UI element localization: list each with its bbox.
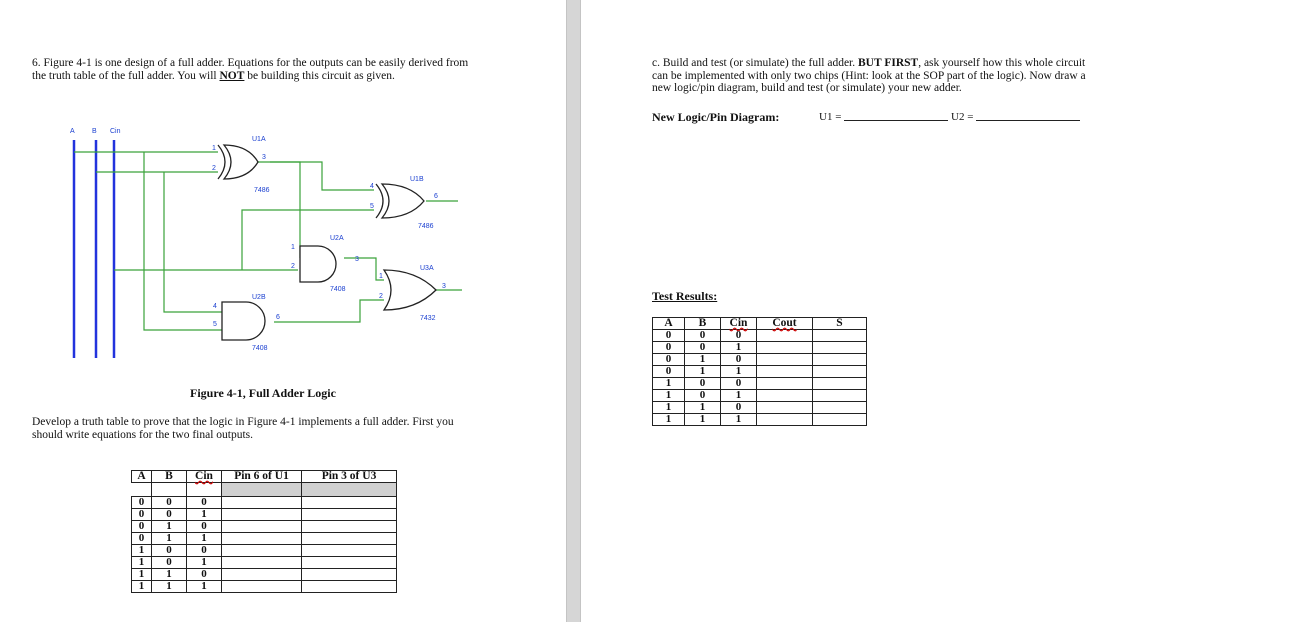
test-table-cell: 0 <box>721 402 757 414</box>
pin-label: 2 <box>379 293 383 300</box>
input-bus <box>74 140 114 358</box>
gate-part-u2b: 7408 <box>252 345 268 352</box>
truth-table-entry-cell[interactable] <box>222 497 302 509</box>
test-table-cell: 1 <box>721 342 757 354</box>
pin-label: 2 <box>212 165 216 172</box>
truth-table <box>131 470 397 593</box>
truth-table-cell: 1 <box>132 557 152 569</box>
test-table-cell: 0 <box>721 330 757 342</box>
test-table-row <box>653 354 867 366</box>
truth-table-header: A <box>132 471 152 483</box>
pin-label: 4 <box>370 183 374 190</box>
truth-table-header: B <box>152 471 187 483</box>
test-table-entry-cell[interactable] <box>757 390 813 402</box>
gate-part-u2a: 7408 <box>330 286 346 293</box>
truth-table-entry-cell[interactable] <box>222 521 302 533</box>
shaded-cell <box>222 483 302 497</box>
test-table-entry-cell[interactable] <box>757 330 813 342</box>
part-c-text: c. Build and test (or simulate) the full adder. BUT FIRST, ask yourself how this whole circuit can be implemented with only two chips (Hint: look at the SOP part of the logic). Now draw a new logic/pin diagram, build and test (or simulate) your new adder. <box>652 57 1086 94</box>
pin-label: 6 <box>276 314 280 321</box>
truth-table-entry-cell[interactable] <box>222 569 302 581</box>
truth-table-entry-cell[interactable] <box>302 533 397 545</box>
test-table-cell: 1 <box>653 378 685 390</box>
test-table-entry-cell[interactable] <box>813 378 867 390</box>
new-diagram-label: New Logic/Pin Diagram: <box>652 110 780 124</box>
test-table-entry-cell[interactable] <box>813 390 867 402</box>
pin-label: 3 <box>355 256 359 263</box>
truth-table-entry-cell[interactable] <box>302 569 397 581</box>
test-table-cell: 1 <box>685 414 721 426</box>
test-table-entry-cell[interactable] <box>757 354 813 366</box>
pin-label: 4 <box>213 303 217 310</box>
truth-table-header: Cin <box>187 471 222 483</box>
truth-table-cell: 1 <box>132 545 152 557</box>
page-gutter <box>566 0 581 622</box>
gate-part-u3a: 7432 <box>420 315 436 322</box>
test-table-entry-cell[interactable] <box>757 366 813 378</box>
test-table-row <box>653 414 867 426</box>
test-table-cell: 0 <box>685 330 721 342</box>
truth-table-entry-cell[interactable] <box>222 557 302 569</box>
gate-name-u3a: U3A <box>420 265 434 272</box>
truth-table-row <box>132 521 397 533</box>
figure-caption: Figure 4-1, Full Adder Logic <box>190 386 336 400</box>
gate-name-u1b: U1B <box>410 176 424 183</box>
right-page <box>581 0 1303 622</box>
test-table-entry-cell[interactable] <box>757 342 813 354</box>
pin-label: 6 <box>434 193 438 200</box>
truth-table-entry-cell[interactable] <box>222 533 302 545</box>
input-label-a: A <box>70 128 75 135</box>
truth-table-cell: 1 <box>132 569 152 581</box>
test-table-entry-cell[interactable] <box>757 402 813 414</box>
truth-table-cell: 1 <box>187 533 222 545</box>
test-table-cell: 1 <box>653 390 685 402</box>
test-table-entry-cell[interactable] <box>813 330 867 342</box>
truth-table-entry-cell[interactable] <box>302 581 397 593</box>
truth-table-row <box>132 497 397 509</box>
truth-table-row <box>132 557 397 569</box>
truth-table-row <box>132 509 397 521</box>
test-table-row <box>653 402 867 414</box>
input-label-cin: Cin <box>110 128 121 135</box>
test-table-entry-cell[interactable] <box>813 366 867 378</box>
pin-label: 1 <box>291 244 295 251</box>
test-table-entry-cell[interactable] <box>757 414 813 426</box>
test-table-entry-cell[interactable] <box>813 342 867 354</box>
test-table-entry-cell[interactable] <box>813 402 867 414</box>
pin-label: 2 <box>291 263 295 270</box>
pin-label: 1 <box>212 145 216 152</box>
test-table-cell: 0 <box>721 354 757 366</box>
truth-table-cell: 1 <box>187 509 222 521</box>
truth-table-entry-cell[interactable] <box>222 509 302 521</box>
test-table-row <box>653 366 867 378</box>
and-gate-u2a <box>300 246 336 282</box>
truth-table-cell: 1 <box>152 533 187 545</box>
truth-table-cell: 0 <box>187 569 222 581</box>
gate-part-u1a: 7486 <box>254 187 270 194</box>
truth-table-entry-cell[interactable] <box>302 509 397 521</box>
truth-table-entry-cell[interactable] <box>302 497 397 509</box>
shaded-cell <box>302 483 397 497</box>
test-table-cell: 0 <box>685 378 721 390</box>
test-table-cell: 1 <box>685 366 721 378</box>
gate-name-u1a: U1A <box>252 136 266 143</box>
pin-label: 3 <box>262 154 266 161</box>
and-gate-u2b <box>222 302 265 340</box>
truth-table-cell: 0 <box>152 509 187 521</box>
test-table-row <box>653 342 867 354</box>
truth-table-row <box>132 533 397 545</box>
truth-table-cell: 0 <box>152 497 187 509</box>
test-table-row <box>653 330 867 342</box>
test-table-header: Cout <box>757 318 813 330</box>
test-table-header: A <box>653 318 685 330</box>
truth-table-cell: 1 <box>152 521 187 533</box>
test-table-cell: 1 <box>721 390 757 402</box>
test-table-cell: 0 <box>653 354 685 366</box>
truth-table-row <box>132 545 397 557</box>
truth-table-entry-cell[interactable] <box>222 545 302 557</box>
truth-table-row <box>132 581 397 593</box>
truth-table-cell: 1 <box>152 569 187 581</box>
test-results-table <box>652 317 867 426</box>
test-table-cell: 1 <box>685 354 721 366</box>
truth-table-entry-cell[interactable] <box>302 521 397 533</box>
truth-table-cell: 1 <box>187 557 222 569</box>
u1-field[interactable]: U1 = <box>819 111 948 123</box>
xor-gate-u1b <box>382 184 424 218</box>
develop-text: Develop a truth table to prove that the logic in Figure 4-1 implements a full adder. First you should write equations for the two final outputs. <box>32 416 454 441</box>
test-table-cell: 1 <box>721 366 757 378</box>
or-gate-u3a <box>384 270 436 310</box>
truth-table-cell: 0 <box>187 521 222 533</box>
truth-table-cell: 0 <box>132 521 152 533</box>
test-table-cell: 1 <box>653 402 685 414</box>
test-table-row <box>653 378 867 390</box>
test-table-entry-cell[interactable] <box>813 354 867 366</box>
xor-gate-u1a <box>224 145 258 179</box>
input-label-b: B <box>92 128 97 135</box>
test-table-header: S <box>813 318 867 330</box>
truth-table-cell: 0 <box>187 545 222 557</box>
question-text: 6. Figure 4-1 is one design of a full adder. Equations for the outputs can be easily derived from the truth table of the full adder. You will NOT be building this circuit as given. <box>32 57 469 82</box>
truth-table-cell: 0 <box>152 557 187 569</box>
test-table-cell: 0 <box>685 390 721 402</box>
test-table-cell: 1 <box>653 414 685 426</box>
truth-table-header: Pin 6 of U1 <box>222 471 302 483</box>
pin-label: 5 <box>370 203 374 210</box>
logic-gates <box>218 145 436 340</box>
u2-field[interactable]: U2 = <box>951 111 1080 123</box>
test-table-cell: 1 <box>685 402 721 414</box>
truth-table-cell: 0 <box>187 497 222 509</box>
test-table-row <box>653 390 867 402</box>
test-table-cell: 0 <box>653 330 685 342</box>
truth-table-row <box>132 569 397 581</box>
truth-table-cell: 1 <box>152 581 187 593</box>
test-table-cell: 0 <box>653 366 685 378</box>
test-table-cell: 0 <box>653 342 685 354</box>
truth-table-entry-cell[interactable] <box>302 545 397 557</box>
truth-table-cell: 0 <box>132 509 152 521</box>
test-results-label: Test Results: <box>652 289 718 303</box>
full-adder-circuit-diagram <box>0 0 566 370</box>
test-table-cell: 0 <box>721 378 757 390</box>
truth-table-cell: 1 <box>187 581 222 593</box>
truth-table-cell: 0 <box>132 533 152 545</box>
pin-label: 3 <box>442 283 446 290</box>
truth-table-cell: 1 <box>132 581 152 593</box>
truth-table-entry-cell[interactable] <box>302 557 397 569</box>
test-table-cell: 1 <box>721 414 757 426</box>
test-table-entry-cell[interactable] <box>813 414 867 426</box>
truth-table-entry-cell[interactable] <box>222 581 302 593</box>
truth-table-cell: 0 <box>132 497 152 509</box>
gate-part-u1b: 7486 <box>418 223 434 230</box>
pin-label: 1 <box>379 273 383 280</box>
truth-table-cell: 0 <box>152 545 187 557</box>
left-page <box>0 0 566 622</box>
test-table-entry-cell[interactable] <box>757 378 813 390</box>
test-table-header: Cin <box>721 318 757 330</box>
pin-label: 5 <box>213 321 217 328</box>
test-table-header: B <box>685 318 721 330</box>
gate-name-u2b: U2B <box>252 294 266 301</box>
truth-table-header: Pin 3 of U3 <box>302 471 397 483</box>
test-table-cell: 0 <box>685 342 721 354</box>
gate-name-u2a: U2A <box>330 235 344 242</box>
